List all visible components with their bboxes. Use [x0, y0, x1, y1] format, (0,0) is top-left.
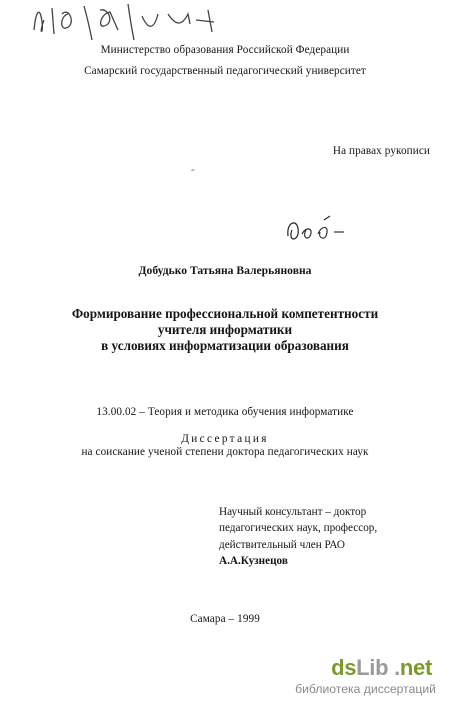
author-name: Добудько Татьяна Валерьяновна [138, 264, 312, 277]
dissertation-label: Диссертация [181, 433, 269, 445]
place-year: Самара – 1999 [190, 613, 260, 625]
title-line-2: учителя информатики [157, 322, 293, 337]
watermark-logo-dot: . [394, 655, 400, 680]
manuscript-note: На правах рукописи [332, 145, 430, 157]
watermark-logo-tld: net [399, 655, 432, 680]
ministry-line: Министерство образования Российской Федерации [100, 44, 350, 56]
title-line-3: в условиях информатизации образования [101, 338, 349, 353]
watermark-subtitle: библиотека диссертаций [295, 682, 436, 696]
consultant-name: А.А.Кузнецов [219, 555, 288, 568]
consultant-block [219, 504, 377, 570]
handwritten-signature [284, 212, 348, 244]
dissertation-purpose: на соискание ученой степени доктора педагогических наук [81, 446, 369, 458]
consultant-line-1: Научный консультант – доктор [219, 506, 367, 518]
consultant-line-2: педагогических наук, профессор, [219, 522, 378, 535]
caret-mark: ˆ [191, 168, 195, 180]
handwritten-mark [30, 0, 230, 44]
watermark-logo [331, 655, 432, 681]
university-line: Самарский государственный педагогический университет [84, 65, 366, 77]
watermark-logo-main: dsLib [331, 655, 389, 680]
specialty-line: 13.00.02 – Теория и методика обучения информатике [96, 406, 354, 418]
consultant-line-3: действительный член РАО [219, 538, 345, 551]
dissertation-title [0, 306, 450, 354]
title-line-1: Формирование профессиональной компетентности [71, 306, 379, 321]
